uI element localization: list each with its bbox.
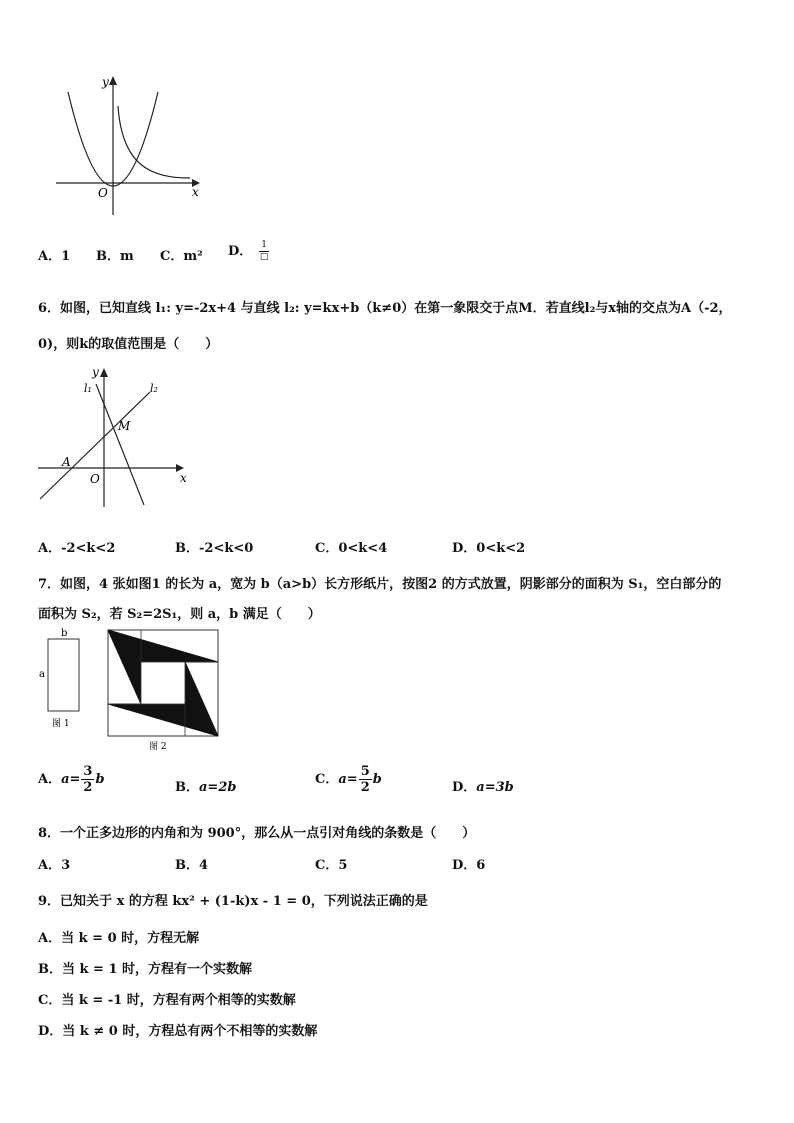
q5-graph xyxy=(50,70,210,220)
q7-stem-line2: 面积为 S₂，若 S₂=2S₁，则 a，b 满足（ ） xyxy=(38,607,321,622)
q9-option-a[interactable]: A．当 k = 0 时，方程无解 xyxy=(38,931,200,946)
q7-option-a-fraction: $\frac{3}{2}$ xyxy=(83,764,93,795)
q9-stem: 9．已知关于 x 的方程 kx² + (1-k)x - 1 = 0，下列说法正确的是 xyxy=(38,894,428,909)
q5-option-a[interactable]: A．1 xyxy=(38,249,71,264)
q7-option-c-fraction: $\frac{5}{2}$ xyxy=(360,764,370,795)
q8-stem: 8．一个正多边形的内角和为 900°，那么从一点引对角线的条数是（ ） xyxy=(38,826,476,841)
q7-fig1-caption: 图 1 xyxy=(52,719,70,729)
q7-figure-2 xyxy=(104,626,224,754)
q6-option-b[interactable]: B．-2<k<0 xyxy=(175,541,254,556)
q6-x-label: x xyxy=(180,471,187,485)
q6-a-label: A xyxy=(62,455,71,469)
q6-origin-label: O xyxy=(90,472,100,486)
q6-stem-line1: 6．如图，已知直线 l₁: y=-2x+4 与直线 l₂: y=kx+b（k≠0）在第一象限交于点M．若直线l₂与x轴的交点为A（-2， xyxy=(38,301,732,316)
q7-fig1-b-label: b xyxy=(61,628,68,639)
q6-stem-line2: 0)，则k的取值范围是（ ） xyxy=(38,337,219,352)
q5-option-d-fraction: $\frac{1}{□}$ xyxy=(259,240,269,262)
q6-y-label: y xyxy=(92,365,99,379)
q7-option-c[interactable]: C．a= $\frac{5}{2}$ b xyxy=(315,764,382,795)
q5-option-d[interactable]: D． $\frac{1}{□}$ xyxy=(228,240,269,262)
q5-x-label: x xyxy=(192,185,199,199)
q6-option-a[interactable]: A．-2<k<2 xyxy=(38,541,116,556)
q7-option-a[interactable]: A．a= $\frac{3}{2}$ b xyxy=(38,764,105,795)
q5-option-c[interactable]: C．m² xyxy=(160,249,203,264)
q7-fig2-caption: 图 2 xyxy=(149,742,167,752)
q7-stem-line1: 7．如图，4 张如图1 的长为 a，宽为 b（a>b）长方形纸片，按图2 的方式放置，阴影部分的面积为 S₁，空白部分的 xyxy=(38,577,722,592)
q8-option-b[interactable]: B．4 xyxy=(175,858,209,873)
q6-l2-label: l₂ xyxy=(150,382,158,395)
q8-option-a[interactable]: A．3 xyxy=(38,858,71,873)
q5-option-b[interactable]: B．m xyxy=(96,249,134,264)
q7-fig1-a-label: a xyxy=(39,669,45,680)
q9-option-b[interactable]: B．当 k = 1 时，方程有一个实数解 xyxy=(38,962,253,977)
q9-option-c[interactable]: C．当 k = -1 时，方程有两个相等的实数解 xyxy=(38,993,296,1008)
q8-option-d[interactable]: D．6 xyxy=(452,858,486,873)
q5-y-label: y xyxy=(102,75,109,89)
q5-origin-label: O xyxy=(98,186,108,200)
q7-option-d[interactable]: D．a=3b xyxy=(452,780,514,795)
q6-option-d[interactable]: D．0<k<2 xyxy=(452,541,526,556)
q9-option-d[interactable]: D．当 k ≠ 0 时，方程总有两个不相等的实数解 xyxy=(38,1024,318,1039)
q6-m-label: M xyxy=(118,419,131,433)
q8-option-c[interactable]: C．5 xyxy=(315,858,348,873)
q6-l1-label: l₁ xyxy=(84,382,92,395)
q6-option-c[interactable]: C．0<k<4 xyxy=(315,541,388,556)
q7-figure-1 xyxy=(36,626,92,734)
q6-graph xyxy=(34,362,194,512)
q7-option-b[interactable]: B．a=2b xyxy=(175,780,237,795)
